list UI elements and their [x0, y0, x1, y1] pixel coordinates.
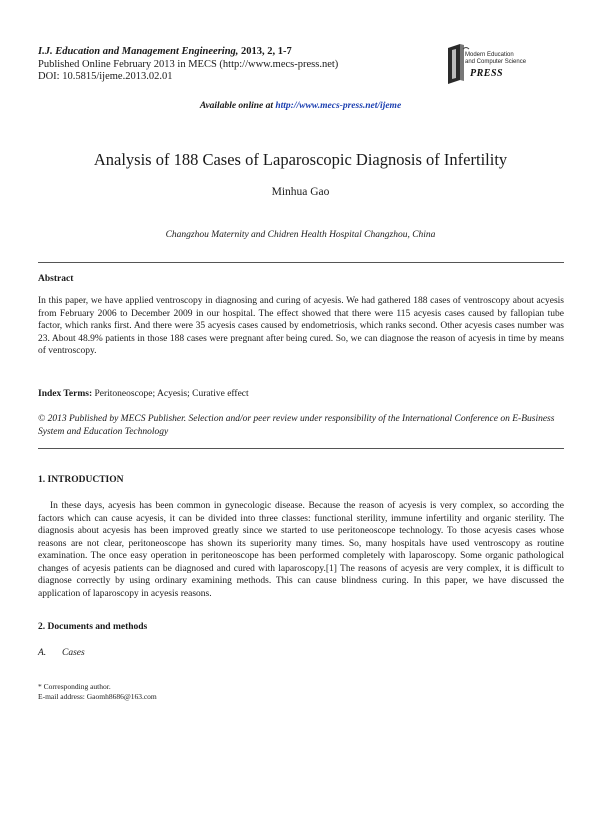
journal-header	[38, 46, 338, 84]
journal-title: I.J. Education and Management Engineering,	[38, 46, 239, 57]
journal-volume: 2013, 2, 1-7	[238, 46, 292, 57]
footnote	[38, 682, 157, 702]
index-terms-value: Peritoneoscope; Acyesis; Curative effect	[92, 389, 249, 399]
journal-citation	[38, 46, 338, 59]
logo-line-2: and Computer Science	[465, 58, 527, 65]
paper-author: Minhua Gao	[271, 186, 330, 198]
available-prefix: Available online at	[199, 101, 276, 111]
logo-text	[465, 52, 526, 65]
subsection-label: A.	[38, 648, 47, 658]
divider-bottom	[38, 448, 564, 449]
doi-line: DOI: 10.5815/ijeme.2013.02.01	[38, 71, 173, 82]
subsection-cases	[38, 648, 85, 658]
published-line: Published Online February 2013 in MECS (http://www.mecs-press.net)	[38, 58, 339, 70]
index-terms	[38, 389, 249, 399]
paper-title: Analysis of 188 Cases of Laparoscopic Diagnosis of Infertility	[93, 150, 508, 169]
intro-heading: 1. INTRODUCTION	[38, 475, 124, 485]
author-affiliation: Changzhou Maternity and Chidren Health Hospital Changzhou, China	[165, 230, 436, 240]
divider-top	[38, 262, 564, 263]
methods-heading: 2. Documents and methods	[38, 622, 148, 632]
logo-line-1: Modern Education	[465, 52, 514, 58]
index-terms-label: Index Terms:	[38, 389, 93, 399]
copyright-notice: © 2013 Published by MECS Publisher. Selection and/or peer review under responsibility of the International Conference on E-Business System and Education Technology	[38, 414, 555, 437]
footnote-email: E-mail address: Gaomh8686@163.com	[38, 692, 157, 701]
available-online	[0, 101, 601, 111]
intro-text: In these days, acyesis has been common in gynecologic disease. Because the reason of acyesis is very complex, so according the factors which can cause acyesis, it can be divided into three classes: functional sterility, immune infertility and organic sterility. The diagnosis about acyesis has been improved greatly since we started to use peritoneoscope technology. To those acyesis cases whose reasons are not clear, peritoneoscope has shown its superiority many times. So, many hospitals have used ventroscopy as routine examination. The once easy operation in peritoneoscope has been performed completely with laparoscopy. Some organic pathological changes of acyesis patients can be diagnosed and cured with laparoscopy.[1] The reasons of acyesis are very complex, it is difficult to diagnose correctly by using ordinary examining methods. This can cause blindness curing. In this paper, we have discussed the application of laparoscopy in acyesis reasons.	[38, 501, 564, 599]
journal-url-link[interactable]: http://www.mecs-press.net/ijeme	[275, 101, 402, 111]
subsection-title: Cases	[62, 648, 85, 658]
logo-press: PRESS	[470, 68, 504, 79]
footnote-corresponding: * Corresponding author.	[38, 682, 111, 691]
abstract-heading: Abstract	[38, 274, 74, 284]
abstract-text: In this paper, we have applied ventroscopy in diagnosing and curing of acyesis. We had gathered 188 cases of ventroscopy about acyesis from February 2006 to December 2009 in our hospital. The effect showed that there were 115 acyesis cases caused by fallopian tube factor, which ranks first. And there were 35 acyesis cases caused by endometriosis, which ranks second. Other acyesis cases number was 23. About 48.9% patients in those 188 cases were pregnant after being cured. So, we can diagnose the reason of acyesis in time by means of ventroscopy.	[38, 296, 564, 356]
